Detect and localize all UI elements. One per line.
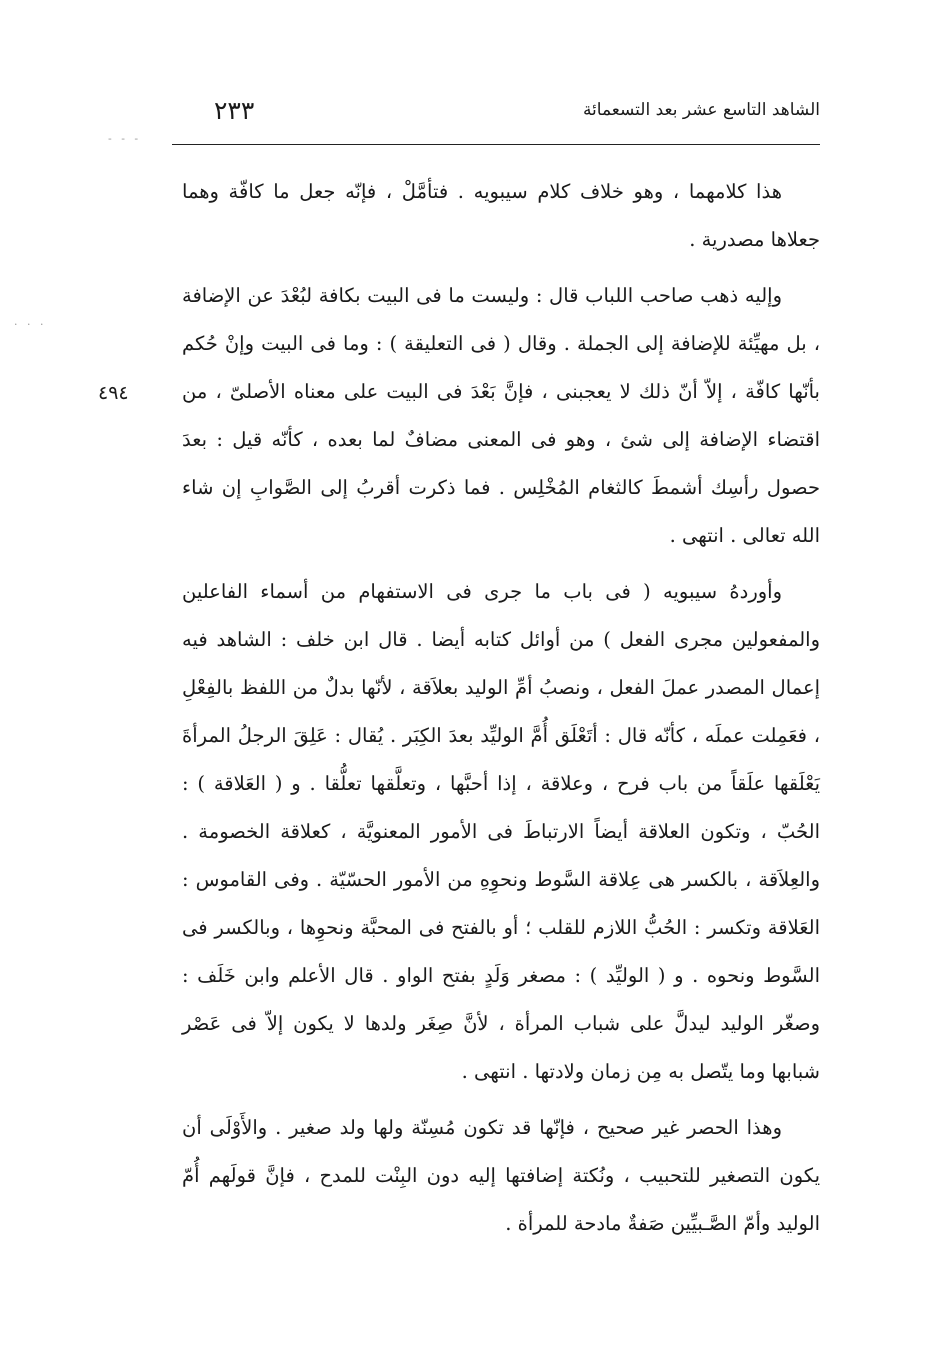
header-divider: [172, 144, 820, 145]
paragraph: وأوردهُ سيبويه ( فى باب ما جرى فى الاستفهام من أسماء الفاعلين والمفعولين مجرى الفعل ) من أوائل كتابه أيضا . قال ابن خلف : الشاهد فيه إعمال المصدر عملَ الفعل ، ونصبُ أمِّ الوليد بعلاَقة ، لأنّها بدلٌ من اللفظ بالفِعْلِ ، فعَمِلت عملَه ، كأنّه قال : أتَعْلَق أُمَّ الوليِّد بعدَ الكِبَر . يُقال : عَلِقَ الرجلُ المرأةَ يَعْلَقها علَقاً من باب فرح ، وعلاقة ، إذا أحبَّها ، وتعلَّقها تعلُّقا . و ( العَلاقة ) : الحُبّ ، وتكون العلاقة أيضاً الارتباطَ فى الأمور المعنويَّة ، كعلاقة الخصومة . والعِلاَقة ، بالكسر هى عِلاقة السَّوط ونحوِهِ من الأمور الحسّيّة . وفى القاموس : العَلاقة وتكسر : الحُبُّ اللازم للقلب ؛ أو بالفتح فى المحبَّة ونحوِها ، وبالكسر فى السَّوط ونحوه . و ( الوليِّد ) : مصغر وَلَدٍ بفتح الواو . قال الأعلم وابن خَلَف : وصغّر الوليد ليدلَّ على شباب المرأة ، لأنَّ صِغَر ولدها لا يكون إلاّ فى عَصْر شبابها وما يتّصل به مِن زمان ولادتها . انتهى .: [182, 580, 820, 1083]
paragraph: وإليه ذهب صاحب اللباب قال : وليست ما فى البيت بكافة لبُعْدَ عن الإضافة ، بل مهيِّئة للإضافة إلى الجملة . وقال ( فى التعليقة ) : وما فى البيت وإنْ حُكم بأنّها كافّة ، إلاّ أنّ ذلك لا يعجبنى ، فإنَّ بَعْدَ فى البيت على معناه الأصلىّ ، من اقتضاء الإضافة إلى شئ ، وهو فى المعنى مضافٌ لما بعده ، كأنّه قيل : بعدَ حصول رأسِك أشمطَ كالثغام المُخْلِس . فما ذكرت أقربُ إلى الصَّوابِ إن شاء الله تعالى . انتهى .: [182, 284, 820, 547]
paragraph: هذا كلامهما ، وهو خلاف كلام سيبويه . فتأمَّلْ ، فإنّه جعل ما كافّة وهما جعلاها مصدرية .: [182, 180, 820, 251]
running-title: الشاهد التاسع عشر بعد التسعمائة: [582, 100, 820, 120]
page-header: [172, 96, 820, 140]
scan-speck: · · ·: [14, 318, 47, 331]
body-text: [182, 168, 820, 1248]
paragraph: وهذا الحصر غير صحيح ، فإنّها قد تكون مُسِنّة ولها ولد صغير . والأَوْلَى أن يكون التصغير للتحبيب ، ونُكتة إضافتها إليه دون البِنْت للمدح ، فإنَّ قولَهم أُمّ الوليد وأمّ الصَّـبيِّين صَفةٌ مادحة للمرأة .: [182, 1116, 820, 1235]
page-number: ٢٣٣: [214, 96, 255, 125]
scan-speck: - - -: [108, 132, 142, 145]
margin-reference-number: ٤٩٤: [98, 382, 129, 404]
